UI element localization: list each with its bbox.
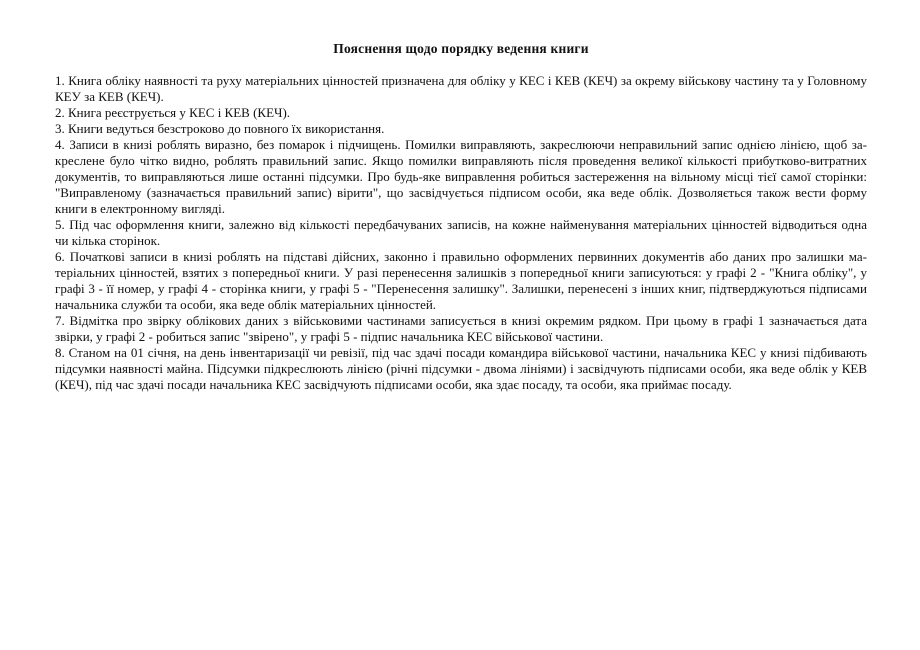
text-line: 2. Книга реєструється у КЕС і КЕВ (КЕЧ). bbox=[55, 105, 291, 120]
text-line: 6. Початкові записи в книзі роблять на підставі дійсних, законно і правильно оформлених первинних документів або даних про залишки ма- bbox=[55, 249, 867, 264]
text-line: документів, то виправляються лише останні підсумки. Про будь-яке виправлення робиться застереження на вільному місці тієї самої сторінки: bbox=[55, 169, 867, 184]
text-line: звірки, у графі 2 - робиться запис "звірено", у графі 5 - підпис начальника КЕС військової частини. bbox=[55, 329, 604, 344]
text-line: 5. Під час оформлення книги, залежно від кількості передбачуваних записів, на кожне найменування матеріальних цінностей відводиться одна bbox=[55, 217, 867, 232]
paragraph-8 bbox=[55, 345, 867, 393]
text-line: підсумки наявності майна. Підсумки підкреслюють лінією (річні підсумки - двома лініями) і засвідчують підписами особи, яка веде облік у КЕВ bbox=[55, 361, 867, 376]
text-line: теріальних цінностей, взятих з попередньої книги. У разі перенесення залишків з попередньої книги записуються: у графі 2 - "Книга обліку", у bbox=[55, 265, 867, 280]
text-line: креслене було чітко видно, роблять правильний запис. Якщо помилки виправляють після проведення великої кількості прибутково-витратних bbox=[55, 153, 867, 168]
paragraph-6 bbox=[55, 249, 867, 313]
text-line: графі 3 - її номер, у графі 4 - сторінка книги, у графі 5 - "Перенесення залишку". Залишки, перенесені з інших книг, підтверджуються підписами bbox=[55, 281, 867, 296]
paragraph-7 bbox=[55, 313, 867, 345]
text-line: 7. Відмітка про звірку облікових даних з військовими частинами записується в книзі окремим рядком. При цьому в графі 1 зазначається дата bbox=[55, 313, 867, 328]
text-line: 4. Записи в книзі роблять виразно, без помарок і підчищень. Помилки виправляють, закреслюючи неправильний запис однією лінією, щоб за- bbox=[55, 137, 867, 152]
paragraph-5 bbox=[55, 217, 867, 249]
paragraph-2 bbox=[55, 105, 867, 121]
paragraph-1 bbox=[55, 73, 867, 105]
text-line: 8. Станом на 01 січня, на день інвентаризації чи ревізії, під час здачі посади командира військової частини, начальника КЕС у книзі підбивають bbox=[55, 345, 867, 360]
text-line: книги в електронному вигляді. bbox=[55, 201, 226, 216]
text-line: "Виправленому (зазначається правильний запис) вірити", що засвідчується підписом особи, яка веде облік. Дозволяється також вести форму bbox=[55, 185, 867, 200]
text-line: КЕУ за КЕВ (КЕЧ). bbox=[55, 89, 164, 104]
text-line: 3. Книги ведуться безстроково до повного їх використання. bbox=[55, 121, 385, 136]
document-title: Пояснення щодо порядку ведення книги bbox=[333, 41, 589, 56]
text-line: 1. Книга обліку наявності та руху матеріальних цінностей призначена для обліку у КЕС і КЕВ (КЕЧ) за окрему військову частину та у Головному bbox=[55, 73, 867, 88]
text-line: чи кілька сторінок. bbox=[55, 233, 161, 248]
paragraph-4 bbox=[55, 137, 867, 217]
text-line: (КЕЧ), під час здачі посади начальника КЕС засвідчують підписами особи, яка здає посаду, та особи, яка приймає посаду. bbox=[55, 377, 732, 392]
paragraph-3 bbox=[55, 121, 867, 137]
text-line: начальника служби та особи, яка веде облік матеріальних цінностей. bbox=[55, 297, 437, 312]
